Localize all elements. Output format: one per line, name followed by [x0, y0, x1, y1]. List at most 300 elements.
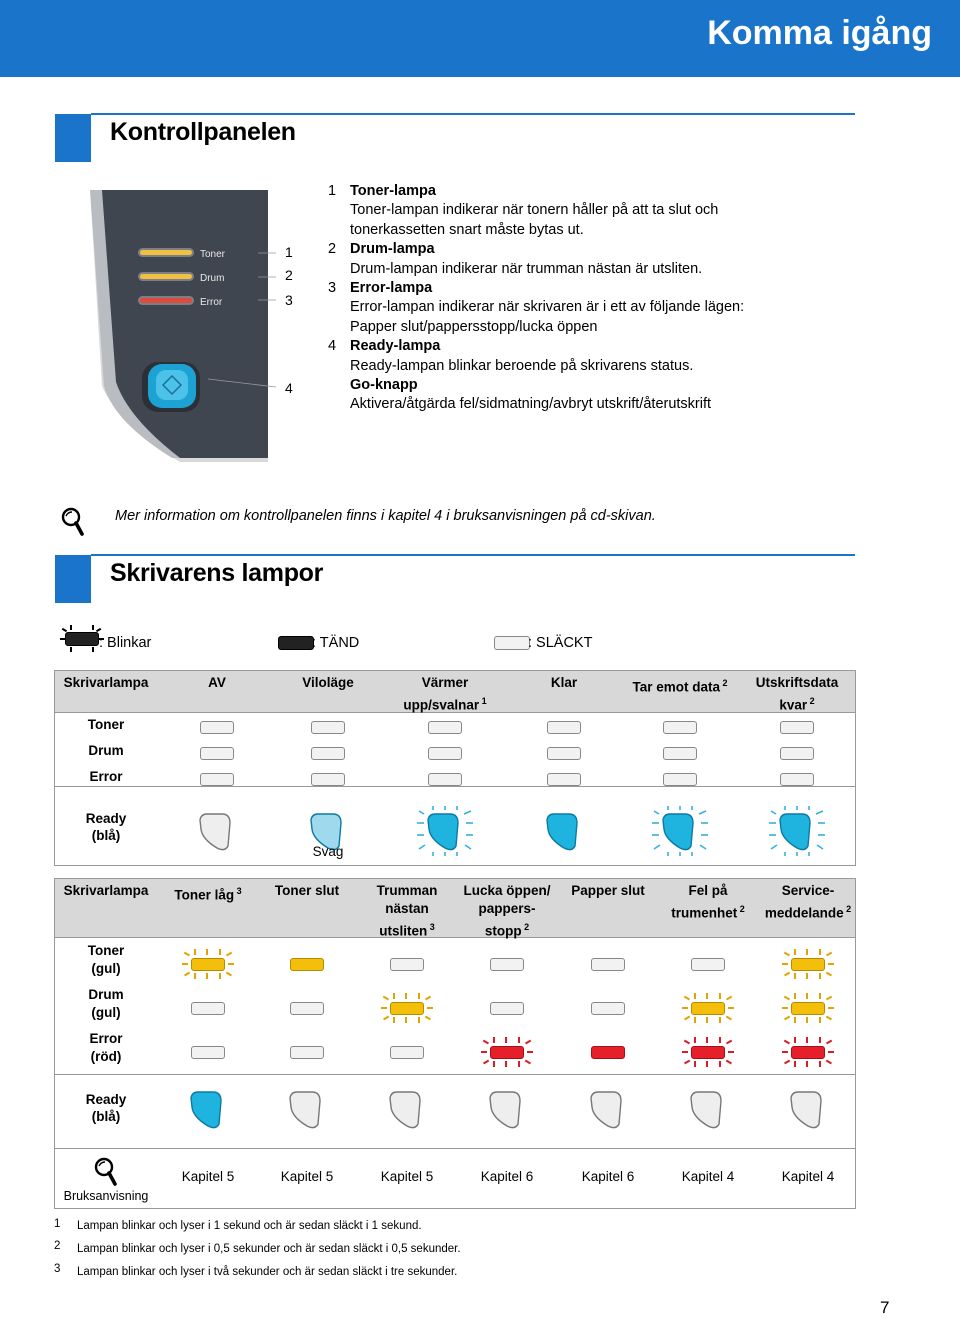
table-header-cell — [262, 882, 352, 900]
blink-ray — [481, 1051, 487, 1053]
blink-ray — [184, 952, 190, 956]
lamp-indicator — [191, 958, 225, 971]
table-header-text: Utskriftsdata kvar — [755, 675, 839, 713]
table-row-label: Drum — [88, 743, 124, 758]
blink-ray — [826, 996, 832, 1000]
chapter-reference: Kapitel 6 — [480, 1169, 534, 1184]
footnote-text: Lampan blinkar och lyser i 0,5 sekunder och är sedan släckt i 0,5 sekunder. — [77, 1243, 461, 1255]
blink-ray — [654, 845, 660, 849]
blink-ray — [694, 1061, 696, 1067]
blink-ray — [794, 1061, 796, 1067]
blink-ray — [784, 972, 790, 976]
ready-lamp — [650, 805, 710, 857]
blink-ray — [425, 1016, 431, 1020]
blink-ray — [425, 996, 431, 1000]
blink-ray — [381, 1007, 387, 1009]
description-text: tonerkassetten snart måste bytas ut. — [350, 221, 584, 238]
table-row-sublabel: (gul) — [91, 1005, 121, 1020]
lamp-indicator — [547, 773, 581, 786]
blink-ray — [405, 993, 407, 999]
blink-ray — [794, 973, 796, 979]
description-number: 3 — [328, 280, 337, 297]
table-divider — [54, 1148, 856, 1149]
table-header-cell — [563, 882, 653, 900]
table-row-label: Toner — [87, 943, 125, 958]
blink-ray — [828, 1051, 834, 1053]
chapter-reference: Kapitel 5 — [380, 1169, 434, 1184]
ready-lamp — [187, 805, 247, 857]
table-header-cell — [362, 882, 452, 941]
ready-lamp-body — [200, 814, 230, 850]
blink-ray — [826, 1040, 832, 1044]
blink-ray — [393, 1017, 395, 1023]
lamp-indicator — [791, 958, 825, 971]
blink-ray — [694, 1017, 696, 1023]
footnote-number: 2 — [54, 1240, 61, 1252]
blink-ray — [194, 973, 196, 979]
table-header-cell — [663, 882, 753, 923]
panel-callout-2: 2 — [285, 267, 293, 283]
ready-lamp-body — [547, 814, 577, 850]
table-header-text: utsliten — [379, 923, 428, 939]
blink-ray — [819, 973, 821, 979]
blink-ray — [505, 1037, 507, 1043]
lamp-indicator — [191, 1046, 225, 1059]
ready-lamp — [377, 1083, 437, 1135]
panel-label-toner: Toner — [200, 249, 226, 260]
table-header-cell — [56, 674, 156, 692]
lamp-indicator — [691, 1002, 725, 1015]
lamp-indicator — [547, 721, 581, 734]
blinking-lamp — [682, 1037, 734, 1067]
blink-ray — [654, 811, 659, 814]
blink-ray — [819, 1061, 821, 1067]
lamp-indicator — [490, 1002, 524, 1015]
blink-ray — [518, 1061, 520, 1067]
section-rule — [91, 554, 855, 556]
table-divider — [54, 786, 856, 787]
description-text: Papper slut/pappersstopp/lucka öppen — [350, 318, 598, 335]
ready-lamp-body — [191, 1092, 221, 1128]
blink-ray — [719, 1017, 721, 1023]
blink-ray — [782, 1051, 788, 1053]
table-header-footnote-ref: 2 — [737, 904, 745, 914]
description-item — [328, 182, 808, 240]
description-text: Aktivera/åtgärda fel/sidmatning/avbryt utskrift/återutskrift — [350, 396, 712, 413]
lamp-indicator — [663, 721, 697, 734]
blink-ray — [782, 963, 788, 965]
ready-lamp-body — [791, 1092, 821, 1128]
table-header-text: AV — [208, 675, 226, 690]
blink-ray — [228, 963, 234, 965]
legend-off-icon — [494, 636, 530, 650]
blink-ray — [483, 1060, 489, 1064]
page-header-title: Komma igång — [707, 14, 932, 52]
table-header-text: Värmer upp/svalnar — [403, 675, 480, 713]
panel-callout-4: 4 — [285, 380, 293, 396]
table-header-text: trumenhet — [671, 905, 738, 921]
blink-ray — [684, 1060, 690, 1064]
chapter-reference: Kapitel 4 — [681, 1169, 735, 1184]
table-header-text: pappers- — [478, 901, 536, 916]
lamp-indicator — [791, 1046, 825, 1059]
table-row-label: Toner — [87, 717, 125, 732]
lamp-indicator — [290, 1046, 324, 1059]
footnote-text: Lampan blinkar och lyser i två sekunder och är sedan släckt i tre sekunder. — [77, 1266, 458, 1278]
blinking-lamp — [782, 993, 834, 1023]
blink-ray — [782, 1007, 788, 1009]
blink-ray — [806, 1061, 808, 1067]
lamp-indicator — [490, 958, 524, 971]
blink-ray — [418, 1017, 420, 1023]
manual-label: Bruksanvisning — [63, 1189, 149, 1203]
blink-ray — [184, 972, 190, 976]
table-header-text: Lucka öppen/ — [463, 883, 551, 898]
lamp-indicator — [791, 1002, 825, 1015]
table-row-sublabel: (blå) — [91, 1109, 121, 1124]
magnifier-icon — [93, 1156, 119, 1188]
lamp-indicator — [780, 721, 814, 734]
blink-ray — [794, 993, 796, 999]
description-title: Go-knapp — [350, 377, 418, 394]
blink-ray — [784, 996, 790, 1000]
blink-ray — [383, 996, 389, 1000]
table-header-text: Skrivarlampa — [63, 883, 149, 898]
legend-blink-label: : Blinkar — [99, 635, 152, 651]
blink-ray — [694, 1037, 696, 1043]
lamp-indicator — [311, 773, 345, 786]
blink-ray — [684, 996, 690, 1000]
blink-ray — [726, 1040, 732, 1044]
table-header-cell — [172, 674, 262, 692]
table-row-sublabel: (blå) — [91, 828, 121, 843]
description-number: 4 — [328, 338, 337, 355]
lamp-indicator — [691, 958, 725, 971]
lamp-indicator — [780, 773, 814, 786]
control-panel-illustration — [80, 186, 312, 462]
blink-ray — [826, 952, 832, 956]
blink-ray — [700, 845, 706, 849]
table-row-label: Ready — [85, 811, 127, 826]
table-header-text: Skrivarlampa — [63, 675, 149, 690]
description-item — [328, 337, 808, 376]
blink-ray — [383, 1016, 389, 1020]
lamp-indicator — [428, 721, 462, 734]
blink-ray — [493, 1061, 495, 1067]
ready-lamp-body — [390, 1092, 420, 1128]
section-title-printer-lamps: Skrivarens lampor — [110, 559, 324, 587]
lamp-indicator — [311, 721, 345, 734]
description-item — [328, 376, 808, 415]
table-row-label: Error — [89, 1031, 123, 1046]
panel-description-list — [328, 182, 808, 415]
blink-ray — [706, 1061, 708, 1067]
ready-lamp-body — [780, 814, 810, 850]
table-header-cell — [278, 674, 378, 692]
legend-blink-icon — [60, 624, 104, 654]
table-header-cell — [462, 882, 552, 941]
section-accent — [55, 555, 91, 603]
table-row-label: Drum — [88, 987, 124, 1002]
panel-callout-1: 1 — [285, 244, 293, 260]
blink-ray — [726, 1016, 732, 1020]
ready-lamp — [277, 1083, 337, 1135]
blink-ray — [206, 973, 208, 979]
blink-ray — [682, 1051, 688, 1053]
blink-ray — [706, 1037, 708, 1043]
ready-lamp — [767, 805, 827, 857]
description-title: Toner-lampa — [350, 183, 436, 199]
blink-ray — [784, 1040, 790, 1044]
blink-ray — [418, 993, 420, 999]
table-header-cell — [56, 882, 156, 900]
ready-lamp-body — [490, 1092, 520, 1128]
ready-lamp — [477, 1083, 537, 1135]
table-row-sublabel: (röd) — [90, 1049, 122, 1064]
table-header-cell — [747, 674, 847, 715]
legend-on-label: : TÄND — [312, 635, 360, 651]
table-header-cell — [163, 882, 253, 905]
blink-ray — [226, 952, 232, 956]
table-header-text: Fel på — [688, 883, 728, 898]
blink-ray — [794, 949, 796, 955]
table-header-cell — [620, 674, 740, 697]
description-title: Ready-lampa — [350, 338, 441, 355]
lamp-indicator — [691, 1046, 725, 1059]
table-header-footnote-ref: 3 — [427, 922, 435, 932]
lamp-indicator — [200, 747, 234, 760]
blink-ray — [427, 1007, 433, 1009]
panel-callout-3: 3 — [285, 292, 293, 308]
description-text: Ready-lampan blinkar beroende på skrivarens status. — [350, 357, 694, 374]
ready-lamp-body — [591, 1092, 621, 1128]
blink-ray — [219, 973, 221, 979]
lamp-indicator — [311, 747, 345, 760]
magnifier-icon — [60, 506, 86, 538]
blink-ray — [819, 993, 821, 999]
blink-ray — [784, 1016, 790, 1020]
blink-ray — [706, 1017, 708, 1023]
blinking-lamp — [182, 949, 234, 979]
blink-ray — [726, 1060, 732, 1064]
legend-on-icon — [278, 636, 314, 650]
table-row-label: Error — [89, 769, 123, 784]
blink-ray — [505, 1061, 507, 1067]
panel-label-drum: Drum — [200, 273, 225, 284]
section-title-control-panel: Kontrollpanelen — [110, 118, 296, 146]
blink-ray — [182, 963, 188, 965]
blink-ray — [828, 963, 834, 965]
table-header-text: Klar — [550, 675, 578, 690]
table-header-footnote-ref: 2 — [843, 904, 852, 914]
blinking-lamp — [782, 949, 834, 979]
table-header-text: Service- — [781, 883, 835, 898]
blink-ray — [828, 1007, 834, 1009]
table-header-footnote-ref: 2 — [521, 922, 530, 932]
description-number: 1 — [328, 183, 337, 199]
lamp-indicator — [390, 1002, 424, 1015]
table-header-cell — [763, 882, 853, 923]
description-item — [328, 240, 808, 279]
blink-ray — [405, 1017, 407, 1023]
blink-ray — [819, 1037, 821, 1043]
blink-ray — [206, 949, 208, 955]
chapter-reference: Kapitel 5 — [181, 1169, 235, 1184]
lamp-indicator — [663, 747, 697, 760]
table-header-text: meddelande — [764, 905, 844, 921]
blink-ray — [464, 811, 471, 814]
table-header-footnote-ref: 2 — [807, 696, 815, 706]
blink-ray — [419, 845, 425, 849]
chapter-reference: Kapitel 4 — [781, 1169, 835, 1184]
ready-lamp-body — [691, 1092, 721, 1128]
description-text: Toner-lampan indikerar när tonern håller på att ta slut och — [350, 202, 719, 219]
lamp-indicator — [200, 773, 234, 786]
ready-lamp — [415, 805, 475, 857]
description-title: Drum-lampa — [350, 241, 435, 258]
blink-ray — [771, 845, 777, 849]
blink-ray — [525, 1040, 531, 1044]
blink-ray — [719, 1061, 721, 1067]
section-accent — [55, 114, 91, 162]
description-item — [328, 279, 808, 337]
footnote-text: Lampan blinkar och lyser i 1 sekund och är sedan släckt i 1 sekund. — [77, 1220, 422, 1232]
blink-ray — [699, 811, 706, 814]
blink-ray — [816, 811, 823, 814]
lamp-indicator — [490, 1046, 524, 1059]
table-row-label: Ready — [85, 1092, 127, 1107]
blink-ray — [684, 1016, 690, 1020]
lamp-indicator — [428, 747, 462, 760]
page-number: 7 — [880, 1298, 890, 1317]
chapter-reference: Kapitel 5 — [280, 1169, 334, 1184]
blink-ray — [806, 973, 808, 979]
table-header-text: stopp — [484, 923, 522, 939]
blink-ray — [483, 1040, 489, 1044]
lamp-indicator — [290, 958, 324, 971]
table-divider — [54, 1074, 856, 1075]
blink-ray — [719, 1037, 721, 1043]
lamp-indicator — [191, 1002, 225, 1015]
blink-ray — [771, 811, 776, 814]
description-number: 2 — [328, 241, 337, 258]
ready-lamp — [534, 805, 594, 857]
blink-ray — [794, 1017, 796, 1023]
footnote-number: 1 — [54, 1218, 61, 1230]
blinking-lamp — [381, 993, 433, 1023]
ready-lamp — [178, 1083, 238, 1135]
blinking-lamp — [682, 993, 734, 1023]
blink-ray — [819, 949, 821, 955]
ready-lamp-body — [428, 814, 458, 850]
blink-ray — [219, 949, 221, 955]
blink-ray — [393, 993, 395, 999]
lamp-indicator — [390, 958, 424, 971]
lamp-indicator — [290, 1002, 324, 1015]
table-header-footnote-ref: 2 — [720, 678, 728, 688]
blink-ray — [194, 949, 196, 955]
ready-lamp — [678, 1083, 738, 1135]
blink-ray — [684, 1040, 690, 1044]
blinking-lamp — [782, 1037, 834, 1067]
table-header-text: Toner slut — [274, 883, 340, 898]
blink-ray — [465, 845, 471, 849]
blink-ray — [682, 1007, 688, 1009]
blink-ray — [726, 996, 732, 1000]
panel-label-error: Error — [200, 297, 223, 308]
table-header-text: Papper slut — [571, 883, 645, 898]
ready-lamp-body — [663, 814, 693, 850]
lamp-indicator — [200, 721, 234, 734]
blink-ray — [806, 1037, 808, 1043]
blink-ray — [826, 1060, 832, 1064]
table-header-text: nästan — [385, 901, 429, 916]
blink-ray — [728, 1051, 734, 1053]
lamp-indicator — [591, 1002, 625, 1015]
lamp-indicator — [663, 773, 697, 786]
blink-ray — [806, 1017, 808, 1023]
blink-ray — [784, 1060, 790, 1064]
blink-ray — [826, 972, 832, 976]
description-title: Error-lampa — [350, 280, 433, 297]
table-row-sublabel: (gul) — [91, 961, 121, 976]
table-header-text: Viloläge — [302, 675, 354, 690]
chapter-reference: Kapitel 6 — [581, 1169, 635, 1184]
dim-label: Svag — [312, 844, 344, 859]
blink-ray — [226, 972, 232, 976]
blink-ray — [419, 811, 424, 814]
blink-ray — [817, 845, 823, 849]
blink-ray — [819, 1017, 821, 1023]
legend-off-label: : SLÄCKT — [528, 635, 593, 651]
blink-ray — [518, 1037, 520, 1043]
lamp-indicator — [390, 1046, 424, 1059]
table-header-cell — [390, 674, 500, 715]
blink-ray — [719, 993, 721, 999]
ready-lamp — [578, 1083, 638, 1135]
section-rule — [91, 113, 855, 115]
table-header-text: Tar emot data — [632, 679, 720, 695]
ready-lamp-body — [290, 1092, 320, 1128]
blink-ray — [706, 993, 708, 999]
lamp-indicator — [780, 747, 814, 760]
blink-ray — [694, 993, 696, 999]
table-header-footnote-ref: 1 — [479, 696, 487, 706]
blink-ray — [728, 1007, 734, 1009]
table-header-footnote-ref: 3 — [234, 886, 242, 896]
description-text: Drum-lampan indikerar när trumman nästan är utsliten. — [350, 260, 703, 277]
lamp-indicator — [547, 747, 581, 760]
lamp-indicator — [428, 773, 462, 786]
ready-lamp — [778, 1083, 838, 1135]
blinking-lamp — [481, 1037, 533, 1067]
blink-ray — [493, 1037, 495, 1043]
lamp-indicator — [591, 1046, 625, 1059]
lamp-indicator — [591, 958, 625, 971]
footnote-number: 3 — [54, 1263, 61, 1275]
table-header-text: Trumman — [376, 883, 438, 898]
table-header-text: Toner låg — [174, 887, 235, 903]
blink-ray — [794, 1037, 796, 1043]
blink-ray — [806, 949, 808, 955]
blink-ray — [826, 1016, 832, 1020]
blink-ray — [527, 1051, 533, 1053]
note-text: Mer information om kontrollpanelen finns i kapitel 4 i bruksanvisningen på cd-skivan. — [115, 508, 656, 524]
blink-ray — [525, 1060, 531, 1064]
blink-ray — [784, 952, 790, 956]
blink-ray — [806, 993, 808, 999]
table-header-cell — [514, 674, 614, 692]
